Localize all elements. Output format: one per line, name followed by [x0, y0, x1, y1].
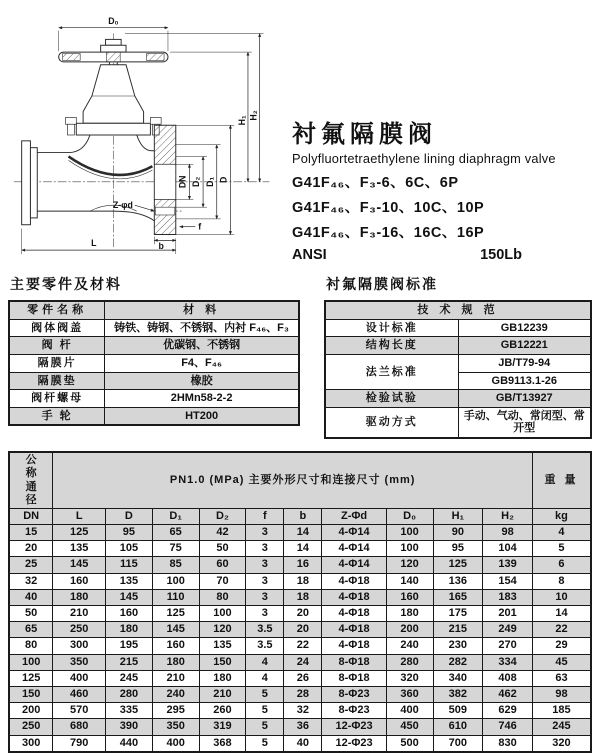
dims-value-cell: 400 [53, 670, 106, 686]
dimensions-section [8, 451, 592, 753]
dim-label-d1: D₁ [204, 176, 215, 187]
dims-value-cell: 18 [284, 573, 322, 589]
dims-value-cell: 22 [532, 622, 591, 638]
dims-value-cell: 200 [386, 622, 433, 638]
dims-value-cell: 350 [53, 654, 106, 670]
dim-label-d2: D₂ [191, 176, 202, 187]
dims-value-cell: 145 [152, 622, 199, 638]
dims-value-cell: 8 [532, 573, 591, 589]
product-title-en: Polyfluortetraethylene lining diaphragm valve [292, 151, 556, 166]
dims-value-cell: 3 [246, 573, 284, 589]
dims-value-cell: 14 [284, 525, 322, 541]
dims-value-cell: 5 [246, 686, 284, 702]
ansi-value: 150Lb [480, 247, 522, 263]
dims-value-cell: 790 [53, 735, 106, 752]
dims-value-cell: 40 [9, 589, 53, 605]
dims-value-cell: 12-Φ23 [322, 735, 386, 752]
dims-value-cell: 3 [246, 541, 284, 557]
dims-value-cell: 135 [199, 638, 246, 654]
dims-value-cell: 60 [199, 557, 246, 573]
parts-table-row [9, 319, 299, 337]
dims-value-cell: 180 [53, 589, 106, 605]
dims-value-cell: 45 [532, 654, 591, 670]
dims-table-row [9, 670, 591, 686]
standard-value-cell: JB/T79-94 [458, 354, 591, 372]
dims-column-header: f [246, 508, 284, 524]
dims-value-cell: 8-Φ23 [322, 703, 386, 719]
dims-value-cell: 80 [199, 589, 246, 605]
dims-value-cell: 320 [532, 735, 591, 752]
dims-table-row [9, 654, 591, 670]
parts-table-row [9, 337, 299, 355]
dims-value-cell: 14 [532, 606, 591, 622]
dims-value-cell: 8-Φ18 [322, 670, 386, 686]
dims-table-row [9, 686, 591, 702]
dims-value-cell: 110 [152, 589, 199, 605]
part-name-cell: 手 轮 [9, 407, 105, 425]
dims-value-cell: 4-Φ18 [322, 622, 386, 638]
dim-label-l: L [91, 238, 97, 249]
dims-value-cell: 105 [106, 541, 153, 557]
standard-value-cell: GB/T13927 [458, 390, 591, 408]
dims-value-cell: 3 [246, 606, 284, 622]
dims-table-row [9, 622, 591, 638]
dims-value-cell: 32 [9, 573, 53, 589]
dims-value-cell: 3 [246, 525, 284, 541]
standards-table-row [325, 354, 591, 372]
nominal-diameter-header [9, 452, 53, 508]
dims-value-cell: 240 [152, 686, 199, 702]
dims-table-row [9, 606, 591, 622]
dims-value-cell: 98 [483, 525, 533, 541]
parts-table-row [9, 407, 299, 425]
dims-value-cell: 215 [433, 622, 483, 638]
dims-value-cell: 98 [532, 686, 591, 702]
dims-value-cell: 4 [246, 654, 284, 670]
part-material-cell: 铸铁、铸钢、不锈钢、内衬 F₄₆、F₃ [105, 319, 299, 337]
mid-section [8, 274, 592, 439]
standards-panel [324, 274, 592, 439]
dims-value-cell: 6 [532, 557, 591, 573]
dims-value-cell: 10 [532, 589, 591, 605]
corner-header-line2: 通 径 [25, 480, 37, 506]
dims-value-cell: 100 [199, 606, 246, 622]
dims-value-cell: 120 [386, 557, 433, 573]
dims-column-header: H₂ [483, 508, 533, 524]
dims-value-cell: 319 [199, 719, 246, 735]
dims-value-cell: 200 [9, 703, 53, 719]
dims-column-header: DN [9, 508, 53, 524]
dims-value-cell: 700 [433, 735, 483, 752]
dim-label-d: D [218, 176, 229, 184]
dims-value-cell: 4-Φ18 [322, 606, 386, 622]
parts-table-header-row [9, 301, 299, 319]
dims-value-cell: 42 [199, 525, 246, 541]
dims-value-cell: 125 [53, 525, 106, 541]
dims-value-cell: 610 [433, 719, 483, 735]
parts-table-row [9, 390, 299, 408]
dims-value-cell: 50 [9, 606, 53, 622]
model-line-2: G41F₄₆、F₃-10、10C、10P [292, 200, 485, 216]
dims-value-cell: 210 [53, 606, 106, 622]
dims-value-cell: 22 [284, 638, 322, 654]
dims-value-cell: 150 [9, 686, 53, 702]
top-section [8, 8, 592, 266]
dims-value-cell: 3.5 [246, 638, 284, 654]
standards-table-title: 衬氟隔膜阀标准 [326, 276, 438, 292]
standard-value-cell: GB9113.1-26 [458, 372, 591, 390]
standards-header: 技 术 规 范 [325, 301, 591, 319]
centerlines [14, 34, 270, 252]
dims-value-cell: 115 [106, 557, 153, 573]
dims-table-row [9, 573, 591, 589]
standard-name-cell: 设计标准 [325, 319, 458, 337]
ansi-label: ANSI [292, 247, 327, 263]
dims-column-header: H₁ [433, 508, 483, 524]
dims-value-cell: 90 [433, 525, 483, 541]
dims-value-cell: 4-Φ18 [322, 638, 386, 654]
dims-value-cell: 180 [106, 622, 153, 638]
dims-value-cell: 5 [246, 719, 284, 735]
dims-value-cell: 120 [199, 622, 246, 638]
standard-value-cell: GB12221 [458, 337, 591, 355]
part-material-cell: F4、F₄₆ [105, 354, 299, 372]
parts-table-title: 主要零件及材料 [10, 276, 122, 292]
dims-value-cell: 100 [152, 573, 199, 589]
dims-value-cell: 4-Φ18 [322, 589, 386, 605]
dims-table-row [9, 719, 591, 735]
dims-column-header: D₁ [152, 508, 199, 524]
dims-value-cell: 85 [152, 557, 199, 573]
dims-value-cell: 28 [284, 686, 322, 702]
parts-table-row [9, 354, 299, 372]
dims-value-cell: 4-Φ14 [322, 541, 386, 557]
standard-name-cell: 结构长度 [325, 337, 458, 355]
dims-value-cell: 8-Φ18 [322, 654, 386, 670]
dims-value-cell: 32 [284, 703, 322, 719]
dims-table-row [9, 525, 591, 541]
model-line-1: G41F₄₆、F₃-6、6C、6P [292, 175, 459, 191]
dims-value-cell: 145 [53, 557, 106, 573]
valve-drawing-container [8, 8, 290, 266]
dims-value-cell: 5 [532, 541, 591, 557]
dims-table-row [9, 589, 591, 605]
dims-value-cell: 3 [246, 557, 284, 573]
dims-value-cell: 160 [152, 638, 199, 654]
dims-value-cell: 3.5 [246, 622, 284, 638]
dims-value-cell: 746 [483, 719, 533, 735]
parts-materials-table [8, 300, 300, 426]
dims-value-cell: 245 [532, 719, 591, 735]
dims-value-cell: 4-Φ18 [322, 573, 386, 589]
dims-table-row [9, 541, 591, 557]
dims-value-cell: 201 [483, 606, 533, 622]
dims-value-cell: 230 [433, 638, 483, 654]
parts-header-name: 零件名称 [9, 301, 105, 319]
dims-value-cell: 368 [199, 735, 246, 752]
part-material-cell: HT200 [105, 407, 299, 425]
dims-value-cell: 95 [106, 525, 153, 541]
dims-value-cell: 680 [53, 719, 106, 735]
dims-value-cell: 282 [433, 654, 483, 670]
dims-value-cell: 12-Φ23 [322, 719, 386, 735]
dims-header-row-2 [9, 508, 591, 524]
dims-table-row [9, 638, 591, 654]
dims-column-header: D [106, 508, 153, 524]
dims-value-cell: 629 [483, 703, 533, 719]
dims-value-cell: 20 [284, 622, 322, 638]
dims-value-cell: 408 [483, 670, 533, 686]
product-title-cn: 衬氟隔膜阀 [292, 121, 437, 148]
dims-value-cell: 3 [246, 589, 284, 605]
dims-value-cell: 20 [284, 606, 322, 622]
dims-main-header: PN1.0 (MPa) 主要外形尺寸和连接尺寸 (mm) [53, 452, 533, 508]
dims-value-cell: 210 [199, 686, 246, 702]
dims-value-cell: 500 [386, 735, 433, 752]
dims-value-cell: 450 [386, 719, 433, 735]
part-name-cell: 隔膜片 [9, 354, 105, 372]
dims-value-cell: 185 [532, 703, 591, 719]
valve-body-outline [22, 39, 176, 234]
dims-value-cell: 104 [483, 541, 533, 557]
part-material-cell: 2HMn58-2-2 [105, 390, 299, 408]
dims-value-cell: 75 [152, 541, 199, 557]
standards-table-header-row [325, 301, 591, 319]
dims-value-cell: 65 [9, 622, 53, 638]
corner-header-line1: 公 称 [25, 454, 37, 480]
part-material-cell: 优碳钢、不锈钢 [105, 337, 299, 355]
dims-value-cell: 145 [106, 589, 153, 605]
dims-value-cell: 135 [53, 541, 106, 557]
dims-value-cell: 180 [152, 654, 199, 670]
dims-value-cell: 150 [199, 654, 246, 670]
dims-value-cell: 335 [106, 703, 153, 719]
dims-column-header: L [53, 508, 106, 524]
standard-value-cell: GB12239 [458, 319, 591, 337]
model-line-3: G41F₄₆、F₃-16、16C、16P [292, 225, 485, 241]
dims-value-cell: 29 [532, 638, 591, 654]
dims-value-cell: 460 [53, 686, 106, 702]
dims-column-header: kg [532, 508, 591, 524]
dims-value-cell: 180 [386, 606, 433, 622]
dims-table-row [9, 735, 591, 752]
dims-value-cell: 400 [386, 703, 433, 719]
standards-table-row [325, 319, 591, 337]
dim-label-d0: D₀ [108, 15, 119, 26]
dims-value-cell: 830 [483, 735, 533, 752]
ansi-rating-line [292, 247, 522, 263]
dims-value-cell: 4 [532, 525, 591, 541]
valve-technical-drawing [8, 8, 286, 262]
dims-table-row [9, 557, 591, 573]
dims-value-cell: 125 [9, 670, 53, 686]
dims-table-row [9, 703, 591, 719]
parts-table-row [9, 372, 299, 390]
standards-table-row [325, 390, 591, 408]
dims-value-cell: 125 [152, 606, 199, 622]
dims-value-cell: 320 [386, 670, 433, 686]
dims-value-cell: 390 [106, 719, 153, 735]
standards-table [324, 300, 592, 439]
dims-value-cell: 139 [483, 557, 533, 573]
dim-label-h2: H₂ [248, 110, 259, 121]
dims-column-header: b [284, 508, 322, 524]
dims-value-cell: 300 [53, 638, 106, 654]
dims-value-cell: 382 [433, 686, 483, 702]
part-name-cell: 阀 杆 [9, 337, 105, 355]
dims-value-cell: 165 [433, 589, 483, 605]
dims-value-cell: 270 [483, 638, 533, 654]
part-name-cell: 隔膜垫 [9, 372, 105, 390]
weight-header: 重 量 [532, 452, 591, 508]
standards-table-row [325, 407, 591, 438]
dims-value-cell: 100 [386, 525, 433, 541]
dims-value-cell: 80 [9, 638, 53, 654]
dims-value-cell: 350 [152, 719, 199, 735]
dims-value-cell: 4-Φ14 [322, 525, 386, 541]
dims-value-cell: 5 [246, 703, 284, 719]
dims-value-cell: 195 [106, 638, 153, 654]
dims-value-cell: 334 [483, 654, 533, 670]
dims-value-cell: 24 [284, 654, 322, 670]
dims-value-cell: 260 [199, 703, 246, 719]
dims-value-cell: 280 [106, 686, 153, 702]
dims-value-cell: 360 [386, 686, 433, 702]
dims-value-cell: 65 [152, 525, 199, 541]
dims-value-cell: 95 [433, 541, 483, 557]
dims-value-cell: 100 [386, 541, 433, 557]
dims-value-cell: 136 [433, 573, 483, 589]
dims-value-cell: 15 [9, 525, 53, 541]
dims-value-cell: 440 [106, 735, 153, 752]
standard-name-cell: 法兰标准 [325, 354, 458, 389]
dims-value-cell: 125 [433, 557, 483, 573]
dims-value-cell: 210 [152, 670, 199, 686]
dims-value-cell: 4-Φ14 [322, 557, 386, 573]
dims-value-cell: 100 [9, 654, 53, 670]
dimensions-table [8, 451, 592, 753]
dims-value-cell: 250 [53, 622, 106, 638]
dims-column-header: D₂ [199, 508, 246, 524]
title-block [292, 8, 592, 266]
dims-value-cell: 160 [386, 589, 433, 605]
dims-value-cell: 5 [246, 735, 284, 752]
parts-header-material: 材 料 [105, 301, 299, 319]
standard-value-cell: 手动、气动、常闭型、常开型 [458, 407, 591, 438]
dims-value-cell: 245 [106, 670, 153, 686]
dims-value-cell: 26 [284, 670, 322, 686]
dims-value-cell: 180 [199, 670, 246, 686]
standard-name-cell: 检验试验 [325, 390, 458, 408]
dims-header-row-1 [9, 452, 591, 508]
dims-value-cell: 570 [53, 703, 106, 719]
dims-value-cell: 70 [199, 573, 246, 589]
dims-value-cell: 16 [284, 557, 322, 573]
dims-value-cell: 175 [433, 606, 483, 622]
part-name-cell: 阀体阀盖 [9, 319, 105, 337]
dims-value-cell: 140 [386, 573, 433, 589]
dims-value-cell: 63 [532, 670, 591, 686]
dims-value-cell: 14 [284, 541, 322, 557]
dim-label-z-phi-d: Z-φd [112, 200, 133, 211]
dims-value-cell: 340 [433, 670, 483, 686]
dims-value-cell: 160 [106, 606, 153, 622]
dims-value-cell: 18 [284, 589, 322, 605]
dims-value-cell: 154 [483, 573, 533, 589]
dims-value-cell: 215 [106, 654, 153, 670]
dims-value-cell: 50 [199, 541, 246, 557]
dims-value-cell: 36 [284, 719, 322, 735]
dims-value-cell: 462 [483, 686, 533, 702]
dims-value-cell: 280 [386, 654, 433, 670]
dims-value-cell: 250 [9, 719, 53, 735]
dims-value-cell: 240 [386, 638, 433, 654]
dims-value-cell: 8-Φ23 [322, 686, 386, 702]
dim-label-dn: DN [177, 175, 188, 189]
dims-value-cell: 135 [106, 573, 153, 589]
dim-label-f: f [198, 221, 202, 232]
standard-name-cell: 驱动方式 [325, 407, 458, 438]
dims-value-cell: 20 [9, 541, 53, 557]
standards-table-row [325, 337, 591, 355]
dims-value-cell: 160 [53, 573, 106, 589]
dims-column-header: D₀ [386, 508, 433, 524]
dims-value-cell: 300 [9, 735, 53, 752]
part-name-cell: 阀杆螺母 [9, 390, 105, 408]
dims-value-cell: 295 [152, 703, 199, 719]
dim-label-b: b [158, 241, 164, 252]
dim-label-h1: H₁ [237, 115, 248, 126]
dims-column-header: Z-Φd [322, 508, 386, 524]
dims-value-cell: 509 [433, 703, 483, 719]
dims-value-cell: 40 [284, 735, 322, 752]
dims-value-cell: 400 [152, 735, 199, 752]
dims-value-cell: 4 [246, 670, 284, 686]
dims-value-cell: 183 [483, 589, 533, 605]
dims-value-cell: 25 [9, 557, 53, 573]
dims-value-cell: 249 [483, 622, 533, 638]
part-material-cell: 橡胶 [105, 372, 299, 390]
parts-panel [8, 274, 300, 439]
